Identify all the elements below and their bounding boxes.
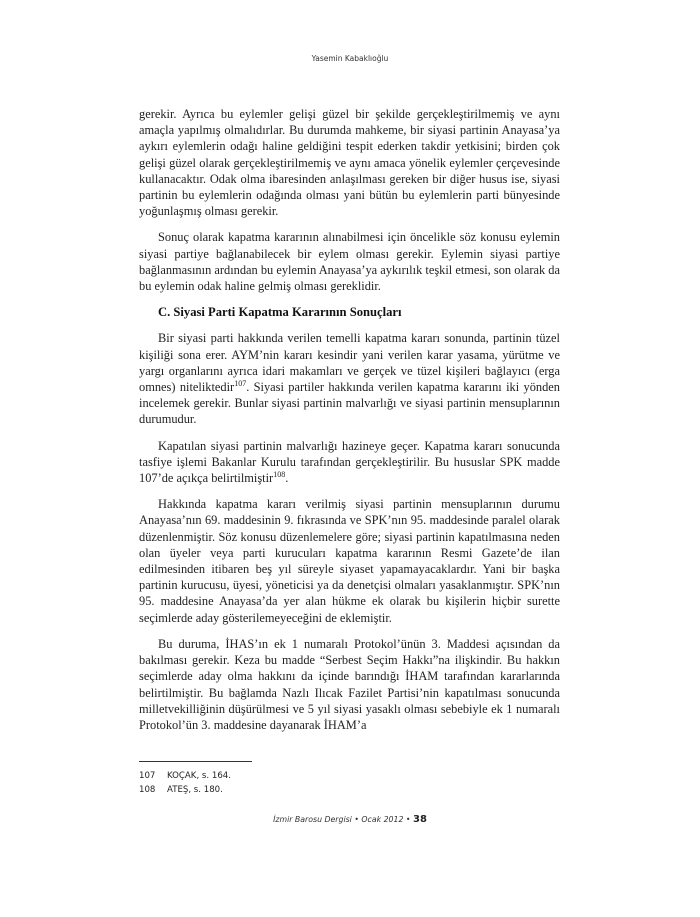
footnote-ref-107[interactable]: 107 [234, 378, 247, 388]
footnote-item [139, 769, 231, 783]
footnote-number: 107 [139, 771, 156, 781]
footer-journal: İzmir Barosu Dergisi • Ocak 2012 • [273, 815, 413, 824]
footnote-divider [139, 761, 252, 762]
paragraph-3-text-b: . Siyasi partiler hakkında verilen kapatma kararını iki yönden incelemek gerekir. Bunlar siyasi partinin malvarlığı ve siyasi partinin mensuplarının durumudur. [139, 380, 560, 427]
footnote-text: ATEŞ, s. 180. [167, 785, 223, 795]
paragraph-3 [139, 330, 560, 427]
footnote-text: KOÇAK, s. 164. [167, 771, 231, 781]
footnote-number: 108 [139, 785, 156, 795]
paragraph-1: gerekir. Ayrıca bu eylemler gelişi güzel bir şekilde gerçekleştirilmemiş ve aynı amaçla yapılmış olmalıdırlar. Bu durumda mahkeme, bir siyasi partinin Anayasa’ya aykırı eylemlerin odağı haline geldiğini tespit ederken takdir yetkisini; birden çok gelişi güzel olarak gerçekleştirilmemiş ve aynı amaca yönelik eylemler çerçevesinde kullanacaktır. Odak olma ibaresinden anlaşılması gereken bir diğer husus ise, siyasi partinin bu eylemlerin odağında olması yani bütün bu eylemlerin parti bünyesinde yoğunlaşmış olması gerekir. [139, 107, 560, 219]
paragraph-4 [139, 438, 560, 487]
paragraph-3-text-a: Bir siyasi parti hakkında verilen temelli kapatma kararı sonunda, partinin tüzel kişiliği sona erer. AYM’nin kararı kesindir yani verilen karar yasama, yürütme ve yargı organlarını ayrıca idari makamları ve gerçek ve tüzel kişileri bağlayıcı (erga omnes) niteliktedir [139, 331, 560, 395]
section-heading: C. Siyasi Parti Kapatma Kararının Sonuçları [158, 305, 402, 320]
body-text [139, 106, 560, 743]
footnotes [139, 769, 231, 797]
footnote-item [139, 783, 231, 797]
page-number: 38 [413, 814, 427, 825]
paragraph-2: Sonuç olarak kapatma kararının alınabilmesi için öncelikle söz konusu eylemin siyasi partiye bağlanabilecek bir eylem olması gerekir. Eylemin siyasi partiye bağlanmasının ardından bu eylemin Anayasa’ya aykırılık teşkil etmesi, son olarak da bu eylemin odak haline gelmiş olması gereklidir. [139, 230, 560, 294]
footnote-ref-108[interactable]: 108 [273, 469, 286, 479]
running-header-author: Yasemin Kabaklıoğlu [311, 54, 389, 63]
paragraph-4-text-a: Kapatılan siyasi partinin malvarlığı hazineye geçer. Kapatma kararı sonucunda tasfiye işlemi Bakanlar Kurulu tarafından gerçekleştirilir. Bu hususlar SPK madde 107’de açıkça belirtilmiştir [139, 438, 560, 486]
paragraph-5: Hakkında kapatma kararı verilmiş siyasi partinin mensuplarının durumu Anayasa’nın 69. maddesinin 9. fıkrasında ve SPK’nın 95. maddesinde paralel olarak düzenlenmiştir. Söz konusu düzenlemelere göre; siyasi partinin kapatılmasına neden olan üyeler veya parti kurucuları kapatma kararının Resmi Gazete’de ilan edilmesinden itibaren beş yıl süreyle siyaset yapamayacaklardır. Yani bir başka partinin kurucusu, üyesi, yöneticisi ya da denetçisi olmaları yasaklanmıştır. SPK’nın 95. maddesine Anayasa’da yer alan hükme ek olarak bu kişilerin hiçbir surette seçimlerde aday gösterilemeyeceğini de eklemiştir. [139, 497, 560, 625]
running-footer [0, 814, 700, 825]
paragraph-4-text-b: . [285, 471, 289, 486]
paragraph-6: Bu duruma, İHAS’ın ek 1 numaralı Protokol’ünün 3. Maddesi açısından da bakılması gerekir. Keza bu madde “Serbest Seçim Hakkı”na ilişkindir. Bu hakkın seçimlerde aday olma hakkını da içinde barındığı İHAM tarafından kararlarında belirtilmiştir. Bu bağlamda Nazlı Ilıcak Fazilet Partisi’nin kapatılması sonucunda milletvekilliğinin düşürülmesi ve 5 yıl siyasi yasaklı olması sebebiyle ek 1 numaralı Protokol’ün 3. maddesine dayanarak İHAM’a [139, 636, 560, 732]
